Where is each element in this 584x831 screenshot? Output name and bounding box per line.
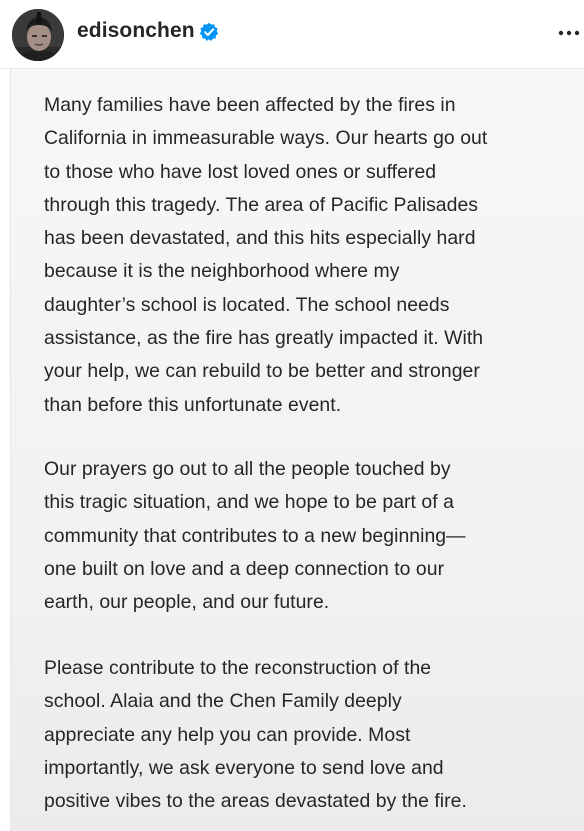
text-line: than before this unfortunate event. xyxy=(44,393,342,416)
text-line: through this tragedy. The area of Pacific Palisades xyxy=(44,193,479,216)
text-line: this tragic situation, and we hope to be part of a xyxy=(44,491,454,514)
verified-badge-icon xyxy=(199,22,219,42)
username[interactable]: edisonchen xyxy=(77,19,195,42)
post-header xyxy=(0,0,584,69)
text-line: because it is the neighborhood where my xyxy=(44,260,400,283)
post-paragraph-1 xyxy=(44,89,574,422)
post-paragraph-3 xyxy=(44,652,574,818)
text-line: Our prayers go out to all the people touched by xyxy=(44,458,451,480)
avatar[interactable] xyxy=(12,9,64,61)
text-line: California in immeasurable ways. Our hearts go out xyxy=(44,127,488,150)
text-line: earth, our people, and our future. xyxy=(44,591,330,614)
more-options-icon[interactable] xyxy=(558,26,584,40)
text-line: appreciate any help you can provide. Most xyxy=(44,723,411,746)
post-paragraph-2 xyxy=(44,453,574,619)
text-line: to those who have lost loved ones or suffered xyxy=(44,160,437,183)
text-line: importantly, we ask everyone to send love and xyxy=(44,756,444,779)
text-line: one built on love and a deep connection to our xyxy=(44,557,445,580)
text-line: school. Alaia and the Chen Family deeply xyxy=(44,690,402,713)
text-line: Many families have been affected by the fires in xyxy=(44,94,456,116)
post-body xyxy=(10,69,584,831)
text-line: assistance, as the fire has greatly impacted it. With xyxy=(44,327,484,350)
text-line: positive vibes to the areas devastated by the fire. xyxy=(44,790,467,813)
text-line: daughter’s school is located. The school needs xyxy=(44,293,450,316)
profile-photo-icon xyxy=(12,9,64,61)
text-line: has been devastated, and this hits especially hard xyxy=(44,227,476,250)
text-line: Please contribute to the reconstruction of the xyxy=(44,657,432,679)
text-line: your help, we can rebuild to be better and stronger xyxy=(44,360,480,383)
text-line: community that contributes to a new beginning— xyxy=(44,524,466,547)
